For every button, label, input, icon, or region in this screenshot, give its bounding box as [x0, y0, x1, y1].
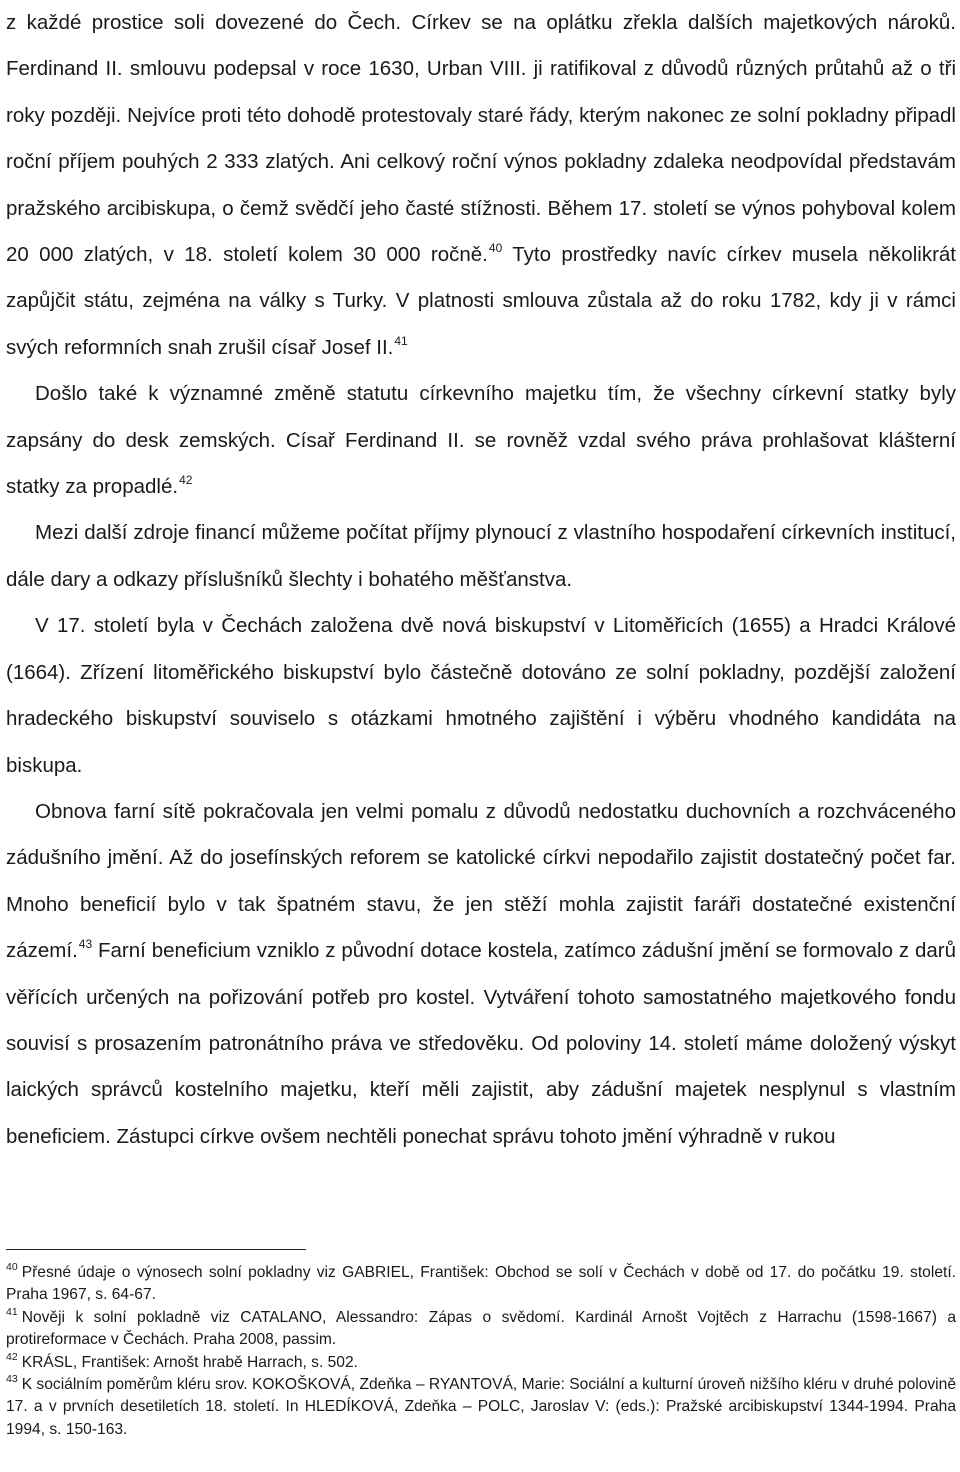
paragraph-4-text: V 17. století byla v Čechách založena dvě nová biskupství v Litoměřicích (1655) a Hradci Králové (1664). Zřízení litoměřického biskupství bylo částečně dotováno ze solní pokladny, pozdější založení hradeckého biskupství souviselo s otázkami hmotného zajištění i výběru vhodného kandidáta na biskupa. [6, 614, 956, 777]
paragraph-1 [6, 0, 956, 371]
paragraph-4 [6, 603, 956, 789]
paragraph-2 [6, 371, 956, 510]
footnote-text: Nověji k solní pokladně viz CATALANO, Alessandro: Zápas o svědomí. Kardinál Arnošt Vojtěch z Harrachu (1598-1667) a protireformace v Čechách. Praha 2008, passim. [6, 1308, 956, 1349]
footnotes [6, 1262, 956, 1441]
footnote-43 [6, 1374, 956, 1441]
footnote-ref-41[interactable]: 41 [394, 333, 408, 348]
footnote-number: 43 [6, 1373, 18, 1386]
footnote-number: 40 [6, 1261, 18, 1273]
main-text [6, 0, 956, 1160]
footnote-ref-43[interactable]: 43 [78, 937, 93, 952]
footnote-ref-42[interactable]: 42 [179, 473, 193, 488]
footnote-40 [6, 1262, 956, 1307]
paragraph-1-text-a: z každé prostice soli dovezené do Čech. Církev se na oplátku zřekla dalších majetkových nároků. Ferdinand II. smlouvu podepsal v roce 1630, Urban VIII. ji ratifikoval z důvodů různých průtahů až o tři roky později. Nejvíce proti této dohodě protestovaly staré řády, kterým nakonec ze solní pokladny připadl roční příjem pouhých 2 333 zlatých. Ani celkový roční výnos pokladny zdaleka neodpovídal představám pražského arcibiskupa, o čemž svědčí jeho časté stížnosti. Během 17. století se výnos pohyboval kolem 20 000 zlatých, v 18. století kolem 30 000 ročně. [6, 11, 956, 267]
footnote-42 [6, 1352, 956, 1374]
footnote-separator [6, 1249, 306, 1250]
document-page [6, 0, 956, 1160]
paragraph-2-text: Došlo také k významné změně statutu církevního majetku tím, že všechny církevní statky byly zapsány do desk zemských. Císař Ferdinand II. se rovněž vzdal svého práva prohlašovat klášterní statky za propadlé. [6, 382, 956, 499]
paragraph-1-text-b: Tyto prostředky navíc církev musela několikrát zapůjčit státu, zejména na války s Turky. V platnosti smlouva zůstala až do roku 1782, kdy ji v rámci svých reformních snah zrušil císař Josef II. [6, 243, 956, 359]
footnote-text: Přesné údaje o výnosech solní pokladny viz GABRIEL, František: Obchod se solí v Čechách v době od 17. do počátku 19. století. Praha 1967, s. 64-67. [6, 1264, 956, 1304]
paragraph-5-text-b: Farní beneficium vzniklo z původní dotace kostela, zatímco zádušní jmění se formovalo z darů věřících určených na pořizování potřeb pro kostel. Vytváření tohoto samostatného majetkového fondu souvisí s prosazením patronátního práva ve středověku. Od poloviny 14. století máme doložený výskyt laických správců kostelního majetku, kteří měli zajistit, aby zádušní majetek nesplynul s vlastním beneficiem. Zástupci církve ovšem nechtěli ponechat správu tohoto jmění výhradně v rukou [6, 939, 956, 1148]
paragraph-3 [6, 510, 956, 603]
footnote-ref-40[interactable]: 40 [488, 241, 503, 256]
paragraph-3-text: Mezi další zdroje financí můžeme počítat příjmy plynoucí z vlastního hospodaření církevních institucí, dále dary a odkazy příslušníků šlechty i bohatého měšťanstva. [6, 521, 956, 591]
paragraph-5-text-a: Obnova farní sítě pokračovala jen velmi pomalu z důvodů nedostatku duchovních a rozchváceného zádušního jmění. Až do josefínských reforem se katolické církvi nepodařilo zajistit dostatečný počet far. Mnoho beneficií bylo v tak špatném stavu, že jen stěží mohla zajistit faráři dostatečné existenční zázemí. [6, 799, 956, 963]
footnote-number: 41 [6, 1305, 18, 1318]
footnote-text: K sociálním poměrům kléru srov. KOKOŠKOVÁ, Zdeňka – RYANTOVÁ, Marie: Sociální a kulturní úroveň nižšího kléru v druhé polovině 17. a v prvních desetiletích 18. století. In HLEDÍKOVÁ, Zdeňka – POLC, Jaroslav V: (eds.): Pražské arcibiskupství 1344-1994. Praha 1994, s. 150-163. [6, 1376, 956, 1438]
paragraph-5 [6, 789, 956, 1160]
footnote-41 [6, 1307, 956, 1352]
footnote-number: 42 [6, 1350, 18, 1363]
footnote-text: KRÁSL, František: Arnošt hrabě Harrach, s. 502. [21, 1353, 358, 1371]
